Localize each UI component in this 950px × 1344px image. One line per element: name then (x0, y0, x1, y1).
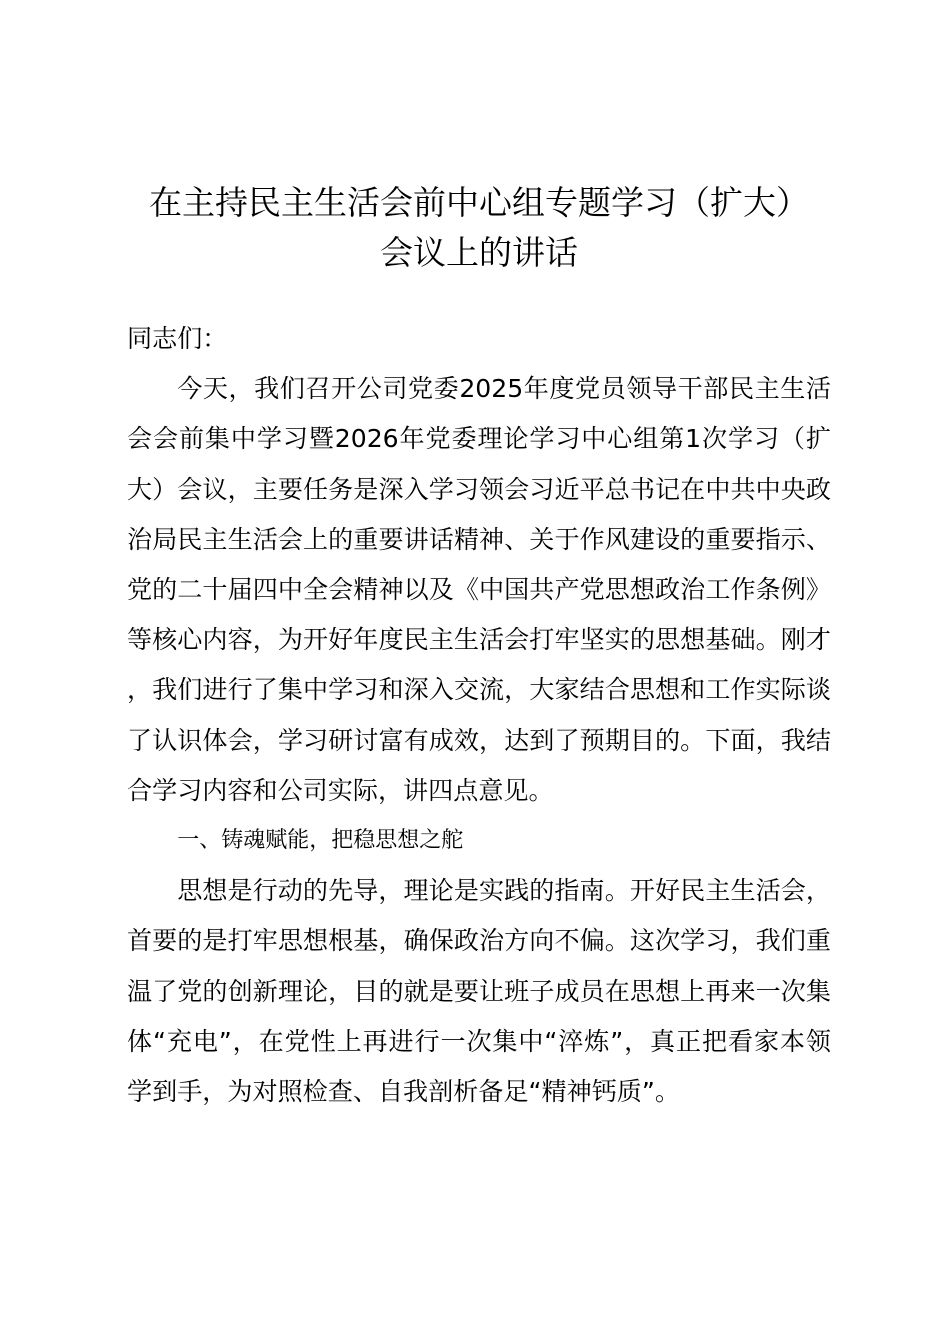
document-page (127, 178, 831, 1117)
document-body (127, 314, 831, 1117)
title-line-2: 会议上的讲话 (380, 233, 578, 272)
intro-paragraph: 今天，我们召开公司党委2025年度党员领导干部民主生活会会前集中学习暨2026年党委理论学习中心组第1次学习（扩大）会议，主要任务是深入学习领会习近平总书记在中共中央政治局民主生活会上的重要讲话精神、关于作风建设的重要指示、党的二十届四中全会精神以及《中国共产党思想政治工作条例》等核心内容，为开好年度民主生活会打牢坚实的思想基础。刚才，我们进行了集中学习和深入交流，大家结合思想和工作实际谈了认识体会，学习研讨富有成效，达到了预期目的。下面，我结合学习内容和公司实际，讲四点意见。 (127, 374, 831, 805)
section-heading-1: 一、铸魂赋能，把稳思想之舵 (177, 828, 464, 854)
section-1-paragraph: 思想是行动的先导，理论是实践的指南。开好民主生活会，首要的是打牢思想根基，确保政治方向不偏。这次学习，我们重温了党的创新理论，目的就是要让班子成员在思想上再来一次集体“充电”，在党性上再进行一次集中“淬炼”，真正把看家本领学到手，为对照检查、自我剖析备足“精神钙质”。 (127, 876, 831, 1107)
document-title (127, 178, 831, 278)
title-line-1: 在主持民主生活会前中心组专题学习（扩大） (149, 183, 809, 222)
salutation: 同志们： (127, 324, 228, 353)
